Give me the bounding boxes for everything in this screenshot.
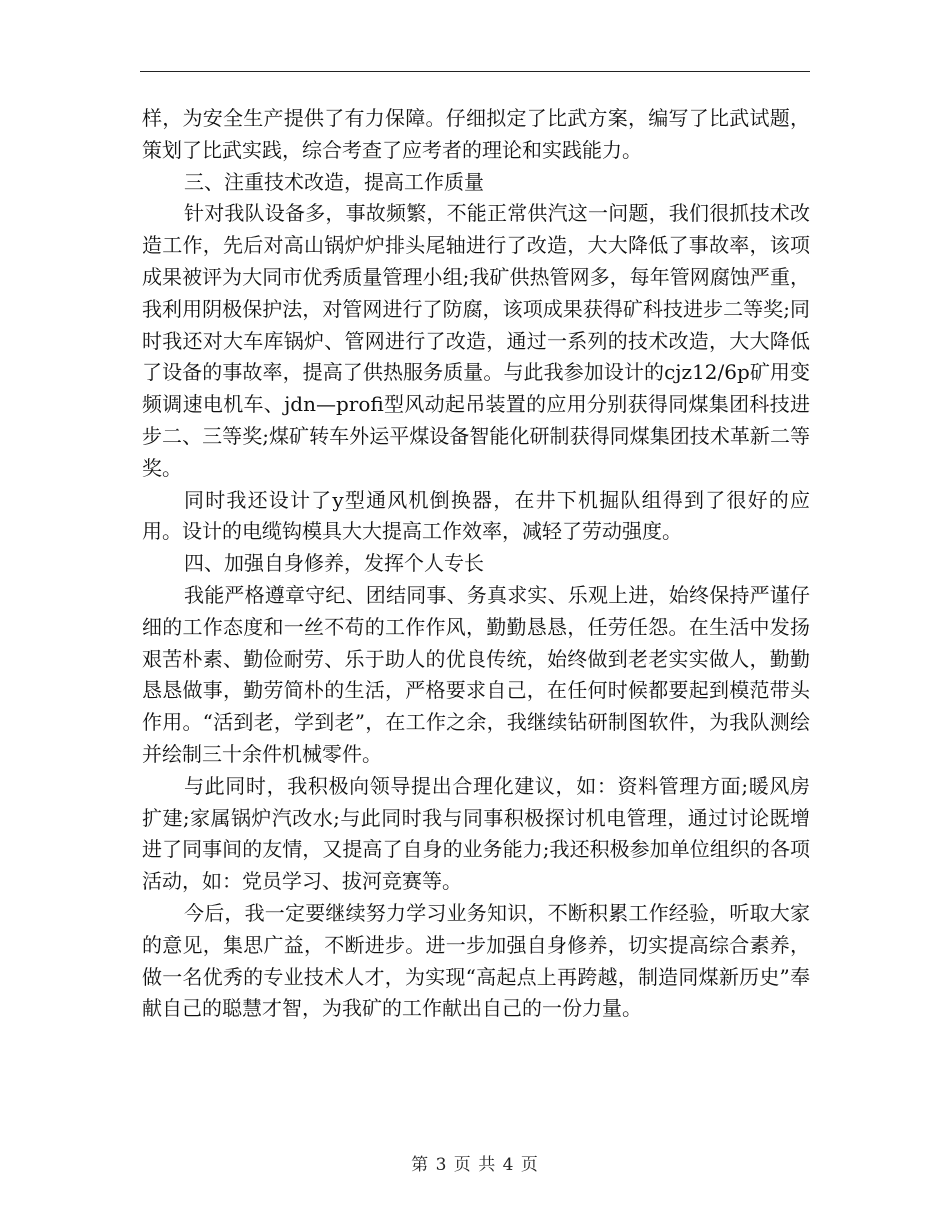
- page-number-footer: 第 3 页 共 4 页: [411, 1155, 539, 1175]
- paragraph-fan-switch-design: 同时我还设计了y型通风机倒换器，在井下机掘队组得到了很好的应用。设计的电缆钩模具大大提高工作效率，减轻了劳动强度。: [142, 487, 810, 544]
- paragraph-suggestions: 与此同时，我积极向领导提出合理化建议，如：资料管理方面;暖风房扩建;家属锅炉汽改水;与此同时我与同事积极探讨机电管理，通过讨论既增进了同事间的友情，又提高了自身的业务能力;我还积极参加单位组织的各项活动，如：党员学习、拔河竞赛等。: [142, 773, 810, 894]
- paragraph-self-cultivation: 我能严格遵章守纪、团结同事、务真求实、乐观上进，始终保持严谨仔细的工作态度和一丝不苟的工作作风，勤勤恳恳，任劳任怨。在生活中发扬艰苦朴素、勤俭耐劳、乐于助人的优良传统，始终做到老老实实做人，勤勤恳恳做事，勤劳简朴的生活，严格要求自己，在任何时候都要起到模范带头作用。“活到老，学到老”，在工作之余，我继续钻研制图软件，为我队测绘并绘制三十余件机械零件。: [142, 582, 810, 766]
- header-rule: [140, 71, 810, 72]
- section-heading-four: 四、加强自身修养，发挥个人专长: [184, 551, 484, 576]
- paragraph-continuation: 样，为安全生产提供了有力保障。仔细拟定了比武方案，编写了比武试题，策划了比武实践，综合考查了应考者的理论和实践能力。: [142, 106, 810, 162]
- paragraph-tech-improvement: 针对我队设备多，事故频繁，不能正常供汽这一问题，我们很抓技术改造工作，先后对高山锅炉炉排头尾轴进行了改造，大大降低了事故率，该项成果被评为大同市优秀质量管理小组;我矿供热管网多，每年管网腐蚀严重，我利用阴极保护法，对管网进行了防腐，该项成果获得矿科技进步二等奖;同时我还对大车库锅炉、管网进行了改造，通过一系列的技术改造，大大降低了设备的事故率，提高了供热服务质量。与此我参加设计的cjz12/6p矿用变频调速电机车、jdn—profi型风动起吊装置的应用分别获得同煤集团科技进步二、三等奖;煤矿转车外运平煤设备智能化研制获得同煤集团技术革新二等奖。: [142, 201, 810, 480]
- paragraph-future-plans: 今后，我一定要继续努力学习业务知识，不断积累工作经验，听取大家的意见，集思广益，不断进步。进一步加强自身修养，切实提高综合素养，做一名优秀的专业技术人才，为实现“高起点上再跨越，制造同煤新历史”奉献自己的聪慧才智，为我矿的工作献出自己的一份力量。: [142, 900, 810, 1021]
- document-body: [142, 103, 810, 1025]
- section-heading-three: 三、注重技术改造，提高工作质量: [184, 169, 484, 194]
